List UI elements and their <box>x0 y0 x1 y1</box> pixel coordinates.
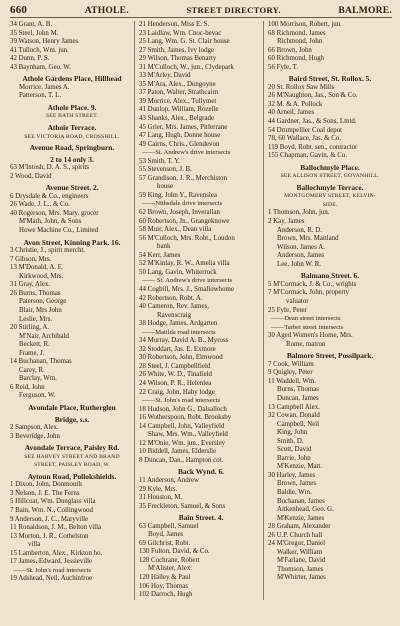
directory-entry: 28 Graham, Alexander <box>268 523 331 531</box>
directory-entry: 29 Wilson, Thomas Benarty <box>139 55 217 63</box>
directory-entry: Richmond, John <box>277 38 323 46</box>
directory-entry: Ferguson, W. <box>19 392 56 400</box>
directory-entry: 102 Darroch, Hugh <box>139 591 193 599</box>
directory-entry: 56 Fyfe, T. <box>268 63 298 71</box>
directory-entry: 5 M'Cormack, J. & Co., wrights <box>268 280 357 288</box>
directory-entry: Buchanan, James <box>277 497 325 505</box>
directory-entry: 119 Boyd, Robt. sen., contractor <box>268 143 358 151</box>
directory-entry: 53 Smith, T. Y. <box>139 157 181 165</box>
directory-entry: M'Whirter, James <box>277 574 326 582</box>
directory-entry: bank <box>157 243 171 251</box>
directory-entry: 42 Robertson, Robt. A. <box>139 294 203 302</box>
directory-entry: 34 Murray, David A. B., Myross <box>139 337 229 345</box>
directory-entry: 13 Morton, J. R., Cothelston <box>10 532 89 540</box>
directory-entry: 14 Buchanan, Thomas <box>10 358 72 366</box>
directory-entry: 18 Hudson, John G., Dalsalloch <box>139 405 227 413</box>
directory-entry: 10 Biddell, James, Elderslie <box>139 448 217 456</box>
directory-entry: 62 Brown, Joseph, Inverallan <box>139 209 220 217</box>
cross-reference: SEE BATH STREET. <box>45 113 99 120</box>
directory-entry: 6 Drysdale & Co., engineers <box>10 192 89 200</box>
street-heading: Bridge, s.s. <box>54 415 90 424</box>
cross-reference: SEE VICTORIA ROAD, CROSSHILL. <box>24 133 120 140</box>
directory-entry: house <box>157 183 174 191</box>
street-heading: Ballochmyle Place. <box>300 163 360 172</box>
directory-entry: 7 M'Cormack, John, property <box>268 289 350 297</box>
cross-reference: SEE ALLISON STREET, GOVANHILL. <box>280 173 380 180</box>
directory-column-2 <box>134 21 263 600</box>
street-heading: Back Wynd. 6. <box>178 468 224 477</box>
directory-entry: 2 Sampson, Alex. <box>10 424 59 432</box>
cross-reference: STREET, PAISLEY ROAD, W. <box>33 462 111 469</box>
intersection-note: ——St. Andrew's drive intersects <box>142 149 231 157</box>
directory-entry: King, John <box>277 429 308 437</box>
directory-entry: Patterson, T. L. <box>19 92 62 100</box>
directory-entry: villa <box>28 541 41 549</box>
directory-entry: 58 Muir, Alex., Dean villa <box>139 226 212 234</box>
directory-entry: 9 Anderson, J. C., Maryville <box>10 515 89 523</box>
street-heading: Athole Terrace. <box>47 124 97 133</box>
directory-entry: 59 King, John Y., Ravenslea <box>139 191 217 199</box>
directory-entry: 32 Stoddart, Jas. E. Exmore <box>139 345 216 353</box>
directory-entry: 26 Burns, Thomas <box>10 289 61 297</box>
directory-entry: 37 Paton, Walter, Strathcairn <box>139 89 219 97</box>
directory-entry: 31 Houston, M. <box>139 494 183 502</box>
intersection-note: ——St. John's road intersects <box>13 566 92 574</box>
directory-entry: M'Kenzie, Matt. <box>277 463 323 471</box>
directory-entry: 26 White, W. D., Tinafield <box>139 371 212 379</box>
directory-entry: 24 Wilson, P. R., Helenlea <box>139 379 212 387</box>
street-heading: Avondale Terrace, Paisley Rd. <box>24 444 120 453</box>
directory-entry: 41 Dunlop, William, Rozelle <box>139 106 219 114</box>
street-heading: Ballochmyle Terrace. <box>296 183 364 192</box>
directory-entry: Kirkwood, Mrs. <box>19 272 64 280</box>
directory-entry: 120 Halley & Paul <box>139 574 191 581</box>
directory-entry: 11 Ronaldson, J. M., Belton villa <box>10 524 102 532</box>
directory-column-3 <box>263 21 392 600</box>
directory-entry: 69 Gilchrist, Robt. <box>139 539 191 547</box>
directory-entry: 100 Morrison, Robert, jun. <box>268 21 342 28</box>
directory-entry: 26 Wade, J. L., & Co. <box>10 201 70 209</box>
directory-entry: 12 M'Onie, Wm. jun., Eversley <box>139 439 226 447</box>
directory-columns <box>10 21 392 600</box>
directory-entry: Thomson, James <box>277 565 324 573</box>
directory-entry: 32 Cowan, Donald <box>268 412 320 420</box>
directory-entry: 63 M'Intosh, D. A. S., spirits <box>10 164 89 172</box>
street-heading: Aytoun Road, Pollokshields. <box>27 472 117 481</box>
directory-entry: 35 Steel, John M. <box>10 29 59 37</box>
street-heading: Avenue Street. 2. <box>45 184 99 193</box>
directory-entry: 45 Grier, Mrs. James, Pitferrane <box>139 123 228 131</box>
directory-entry: M'Math, John, & Sons <box>19 218 82 226</box>
directory-entry: Burns, Thomas <box>277 386 319 394</box>
directory-entry: M'Kenzie, James <box>277 514 325 522</box>
directory-entry: 40 Cameron, Rev. James, <box>139 303 209 311</box>
directory-entry: 52 M'Kinlay, R. W., Amelia villa <box>139 260 230 268</box>
directory-entry: 68 Richmond, James <box>268 29 326 37</box>
directory-entry: 155 Chapman, Gavin, & Co. <box>268 152 348 160</box>
directory-entry: 9 Quigley, Peter <box>268 369 313 377</box>
directory-entry: 44 Gardner, Jas., & Sons, Lmtd. <box>268 118 357 126</box>
intersection-note: ——St. John's road intersects <box>142 397 221 405</box>
directory-entry: 34 Grant, A. B. <box>10 21 53 28</box>
intersection-note: ——Matilda road intersects <box>142 328 216 336</box>
directory-entry: 40 Rogerson, Mrs. Mary, grocer <box>10 209 99 217</box>
directory-column-1 <box>10 21 134 600</box>
directory-entry: 1 Dixon, John, Donmouth <box>10 481 82 489</box>
directory-entry: 11 Waddell, Wm. <box>268 377 316 385</box>
directory-entry: 27 Smith, James, Ivy lodge <box>139 46 215 54</box>
directory-entry: 44 Cogbill, Mrs. J., Smallowhome <box>139 285 234 293</box>
directory-entry: 8 Duncan, Dan., Hampton cot. <box>139 456 224 464</box>
header-right-title: BALMORE. <box>338 5 392 16</box>
directory-entry: 16 Wotherspoon, Robt. Brooksby <box>139 414 232 422</box>
directory-entry: Duncan, James <box>277 394 319 402</box>
directory-entry: 40 Arneil, James <box>268 109 315 117</box>
intersection-note: —— St. Andrew's drive intersects <box>142 277 233 285</box>
directory-entry: Walker, William <box>277 548 323 556</box>
directory-entry: Wilson, James A. <box>277 243 325 251</box>
directory-entry: Barclay, Wm. <box>19 375 57 383</box>
directory-entry: 15 Lamberton, Alex., Kirkton ho. <box>10 549 103 557</box>
directory-entry: Shaw, Mrs. Wm., Valleyfield <box>148 431 228 439</box>
directory-entry: 21 Henderson, Miss E. S. <box>139 21 210 28</box>
directory-entry: 23 Laidlaw, Wm. Cnoc-bevac <box>139 29 222 37</box>
directory-entry: 3 Nelson, J. E. The Ferns <box>10 489 80 497</box>
directory-entry: 60 Robertson, Jn., Grangeknowe <box>139 217 230 225</box>
directory-entry: 24 M'Gregor, Daniel <box>268 540 326 548</box>
directory-entry: 26 M'Naughton, Jas., Son & Co. <box>268 92 358 100</box>
street-heading: 2 to 14 only 3. <box>50 155 94 164</box>
directory-entry: Anderson, James <box>277 252 325 260</box>
directory-entry: Baldie, Wm. <box>277 488 312 496</box>
directory-entry: 43 Shanks, Alex., Belgrade <box>139 115 215 123</box>
directory-entry: 3 Christie, J., spirit mercht. <box>10 247 86 255</box>
directory-entry: Beckett, R. <box>19 341 50 349</box>
directory-entry: 128 Cochrane, Robert <box>139 556 200 564</box>
directory-entry: 55 Stevenson, J. B. <box>139 166 192 174</box>
directory-entry: 35 Freckleton, Samuel, & Sons <box>139 502 226 510</box>
intersection-note: ——Dean street intersects <box>271 315 341 323</box>
street-heading: Balmore Street, Possilpark. <box>286 352 374 361</box>
directory-entry: Blair, Mrs John <box>19 306 62 314</box>
street-heading: Baird Street, St. Rollox. 5. <box>288 75 372 84</box>
directory-entry: 56 M'Culloch, Mrs. Robt., Loudon <box>139 234 235 242</box>
intersection-note: ——Tarbet street intersects <box>271 323 344 331</box>
directory-entry: Scott, David <box>277 446 312 454</box>
directory-entry: 30 Robertson, John, Elmwood <box>139 354 223 362</box>
directory-entry: 41 Tulloch, Wm. jun. <box>10 46 69 54</box>
directory-entry: 78, 60 Wallace, Jas. & Co. <box>268 135 341 143</box>
street-heading: Balmano Street. 6. <box>300 272 360 281</box>
header-left-title: ATHOLE. <box>84 5 129 16</box>
directory-entry: 13 M'Donald, A. F. <box>10 264 63 272</box>
directory-entry: 50 Lang, Gavin, Whiterrock <box>139 268 217 276</box>
directory-entry: 57 Grandison, J. R., Merchiston <box>139 174 228 182</box>
directory-entry: 63 Campbell, Samuel <box>139 522 199 530</box>
header-middle-title: STREET DIRECTORY. <box>186 5 281 15</box>
directory-entry: 13 Campbell Alex. <box>268 403 320 411</box>
directory-entry: 43 Baynham, Geo. W. <box>10 63 71 71</box>
directory-entry: Carey, R. <box>19 366 45 374</box>
directory-entry: 1 Thomson, John, jun. <box>268 209 330 217</box>
directory-entry: 6 Reid, John <box>10 383 45 391</box>
directory-entry: Anderson, R. D. <box>277 226 322 234</box>
directory-entry: 29 Kyle, Mrs. <box>139 485 178 493</box>
page-number: 660 <box>10 4 28 16</box>
directory-entry: M'Alister, Alex. <box>148 565 193 573</box>
directory-entry: 22 Craig, John, Haby lodge <box>139 388 215 396</box>
directory-entry: 20 Stirling, A. <box>10 324 50 332</box>
cross-reference: SEE HARVEY STREET AND BRAND <box>24 453 120 460</box>
directory-entry: 49 Cairns, Chris., Glendevon <box>139 140 220 148</box>
directory-entry: 30 Harley, James <box>268 471 316 479</box>
directory-entry: 11 Anderson, Andrew <box>139 476 200 484</box>
directory-entry: 5 Hillcoat, Wm. Dunglass villa <box>10 498 96 506</box>
directory-entry: 2 Wood, David <box>10 172 52 180</box>
directory-entry: Lee, John W. R. <box>277 260 322 268</box>
directory-entry: Barrie, John <box>277 454 311 462</box>
directory-entry: 7 Cook, William <box>268 360 314 368</box>
directory-entry: 42 Dunn, P. S. <box>10 55 50 63</box>
street-heading: Avenue Road, Springburn. <box>29 144 115 153</box>
directory-entry: Frame, J. <box>19 349 45 357</box>
directory-entry: 26 U.P. Church hall <box>268 531 323 539</box>
directory-entry: 25 Fyfe, Peter <box>268 306 307 314</box>
street-heading: Bain Street. 4. <box>178 514 224 523</box>
directory-entry: Paterson, George <box>19 298 67 306</box>
directory-entry: 106 Hoy, Thomas <box>139 582 188 590</box>
directory-entry: 25 Lang, Wm. G. St. Clair house <box>139 38 230 46</box>
directory-entry: Morrice, James A. <box>19 83 70 91</box>
street-heading: Athole Place. 9. <box>47 103 97 112</box>
directory-entry: valuator <box>286 297 309 305</box>
directory-entry: Brown, Mrs. Maitland <box>277 235 339 243</box>
page-header <box>10 4 392 18</box>
directory-entry: 38 Hodge, James, Ardgarten <box>139 320 218 328</box>
street-heading: Avon Street, Kinning Park. 16. <box>23 238 121 247</box>
directory-entry: 54 Kerr, James <box>139 251 181 259</box>
directory-entry: 33 M'Arley, David <box>139 72 191 80</box>
directory-entry: Campbell, Neil <box>277 420 320 428</box>
directory-entry: Rome, matron <box>286 340 326 348</box>
directory-entry: 7 Bain, Wm. N., Collingwood <box>10 506 93 514</box>
directory-entry: 2 Kay, James <box>268 218 305 226</box>
directory-entry: 7 Gibson, Mrs. <box>10 255 52 263</box>
directory-entry: 20 St. Rollox Saw Mills <box>268 83 335 91</box>
directory-entry: Howe Machine Co., Limited <box>19 227 99 235</box>
directory-entry: Boyd, James <box>148 531 184 539</box>
street-heading: Athole Gardens Place, Hillhead <box>22 75 122 84</box>
directory-entry: Brown, James <box>277 480 317 488</box>
directory-entry: 30 Aged Women's Home, Mrs. <box>268 332 353 340</box>
street-heading: Avondale Place, Rutherglen <box>28 403 116 412</box>
directory-entry: 54 Drumpellier Coal depot <box>268 126 343 134</box>
directory-entry: M'Farlane, David <box>277 557 326 565</box>
directory-entry: 35 M'Ara, Alex., Dungoyne <box>139 80 216 88</box>
cross-reference: SIDE. <box>322 201 338 208</box>
directory-entry: Leslie, Mrs. <box>19 315 53 323</box>
directory-entry: 28 Steel, J. Campbellfield <box>139 362 211 370</box>
directory-entry: 39 Morrice, Alex., Tullymet <box>139 97 217 105</box>
cross-reference: MONTGOMERY STREET, KELVIN- <box>284 193 376 200</box>
directory-entry: 32 M. & A. Pollock <box>268 100 323 108</box>
directory-entry: 60 Richmond, Hugh <box>268 55 325 63</box>
directory-entry: 66 Brown, John <box>268 46 312 54</box>
directory-entry: Aitkenhead, Geo. G. <box>277 506 334 514</box>
directory-entry: Smith, D. <box>277 437 304 445</box>
intersection-note: ——Nithsdale drive intersects <box>142 200 223 208</box>
directory-entry: 47 Lang, Hugh, Donne house <box>139 132 221 140</box>
directory-entry: 31 M'Culloch, W., jun., Clydepark <box>139 63 234 71</box>
directory-entry: M'Nair, Archibald <box>19 332 69 340</box>
directory-entry: 3 Beveridge, John <box>10 432 60 440</box>
directory-entry: 130 Fulton, David, & Co. <box>139 548 210 556</box>
directory-entry: 19 Adshead, Neil, Auchinfroe <box>10 575 93 583</box>
directory-entry: 14 Campbell, John, Valleyfield <box>139 422 225 430</box>
directory-entry: Ravenscraig <box>157 311 192 319</box>
directory-entry: 31 Gray, Alex. <box>10 281 51 289</box>
directory-entry: 17 James, Edward, Jessieville <box>10 558 93 566</box>
directory-entry: 39 Watson, Henry James <box>10 38 79 46</box>
